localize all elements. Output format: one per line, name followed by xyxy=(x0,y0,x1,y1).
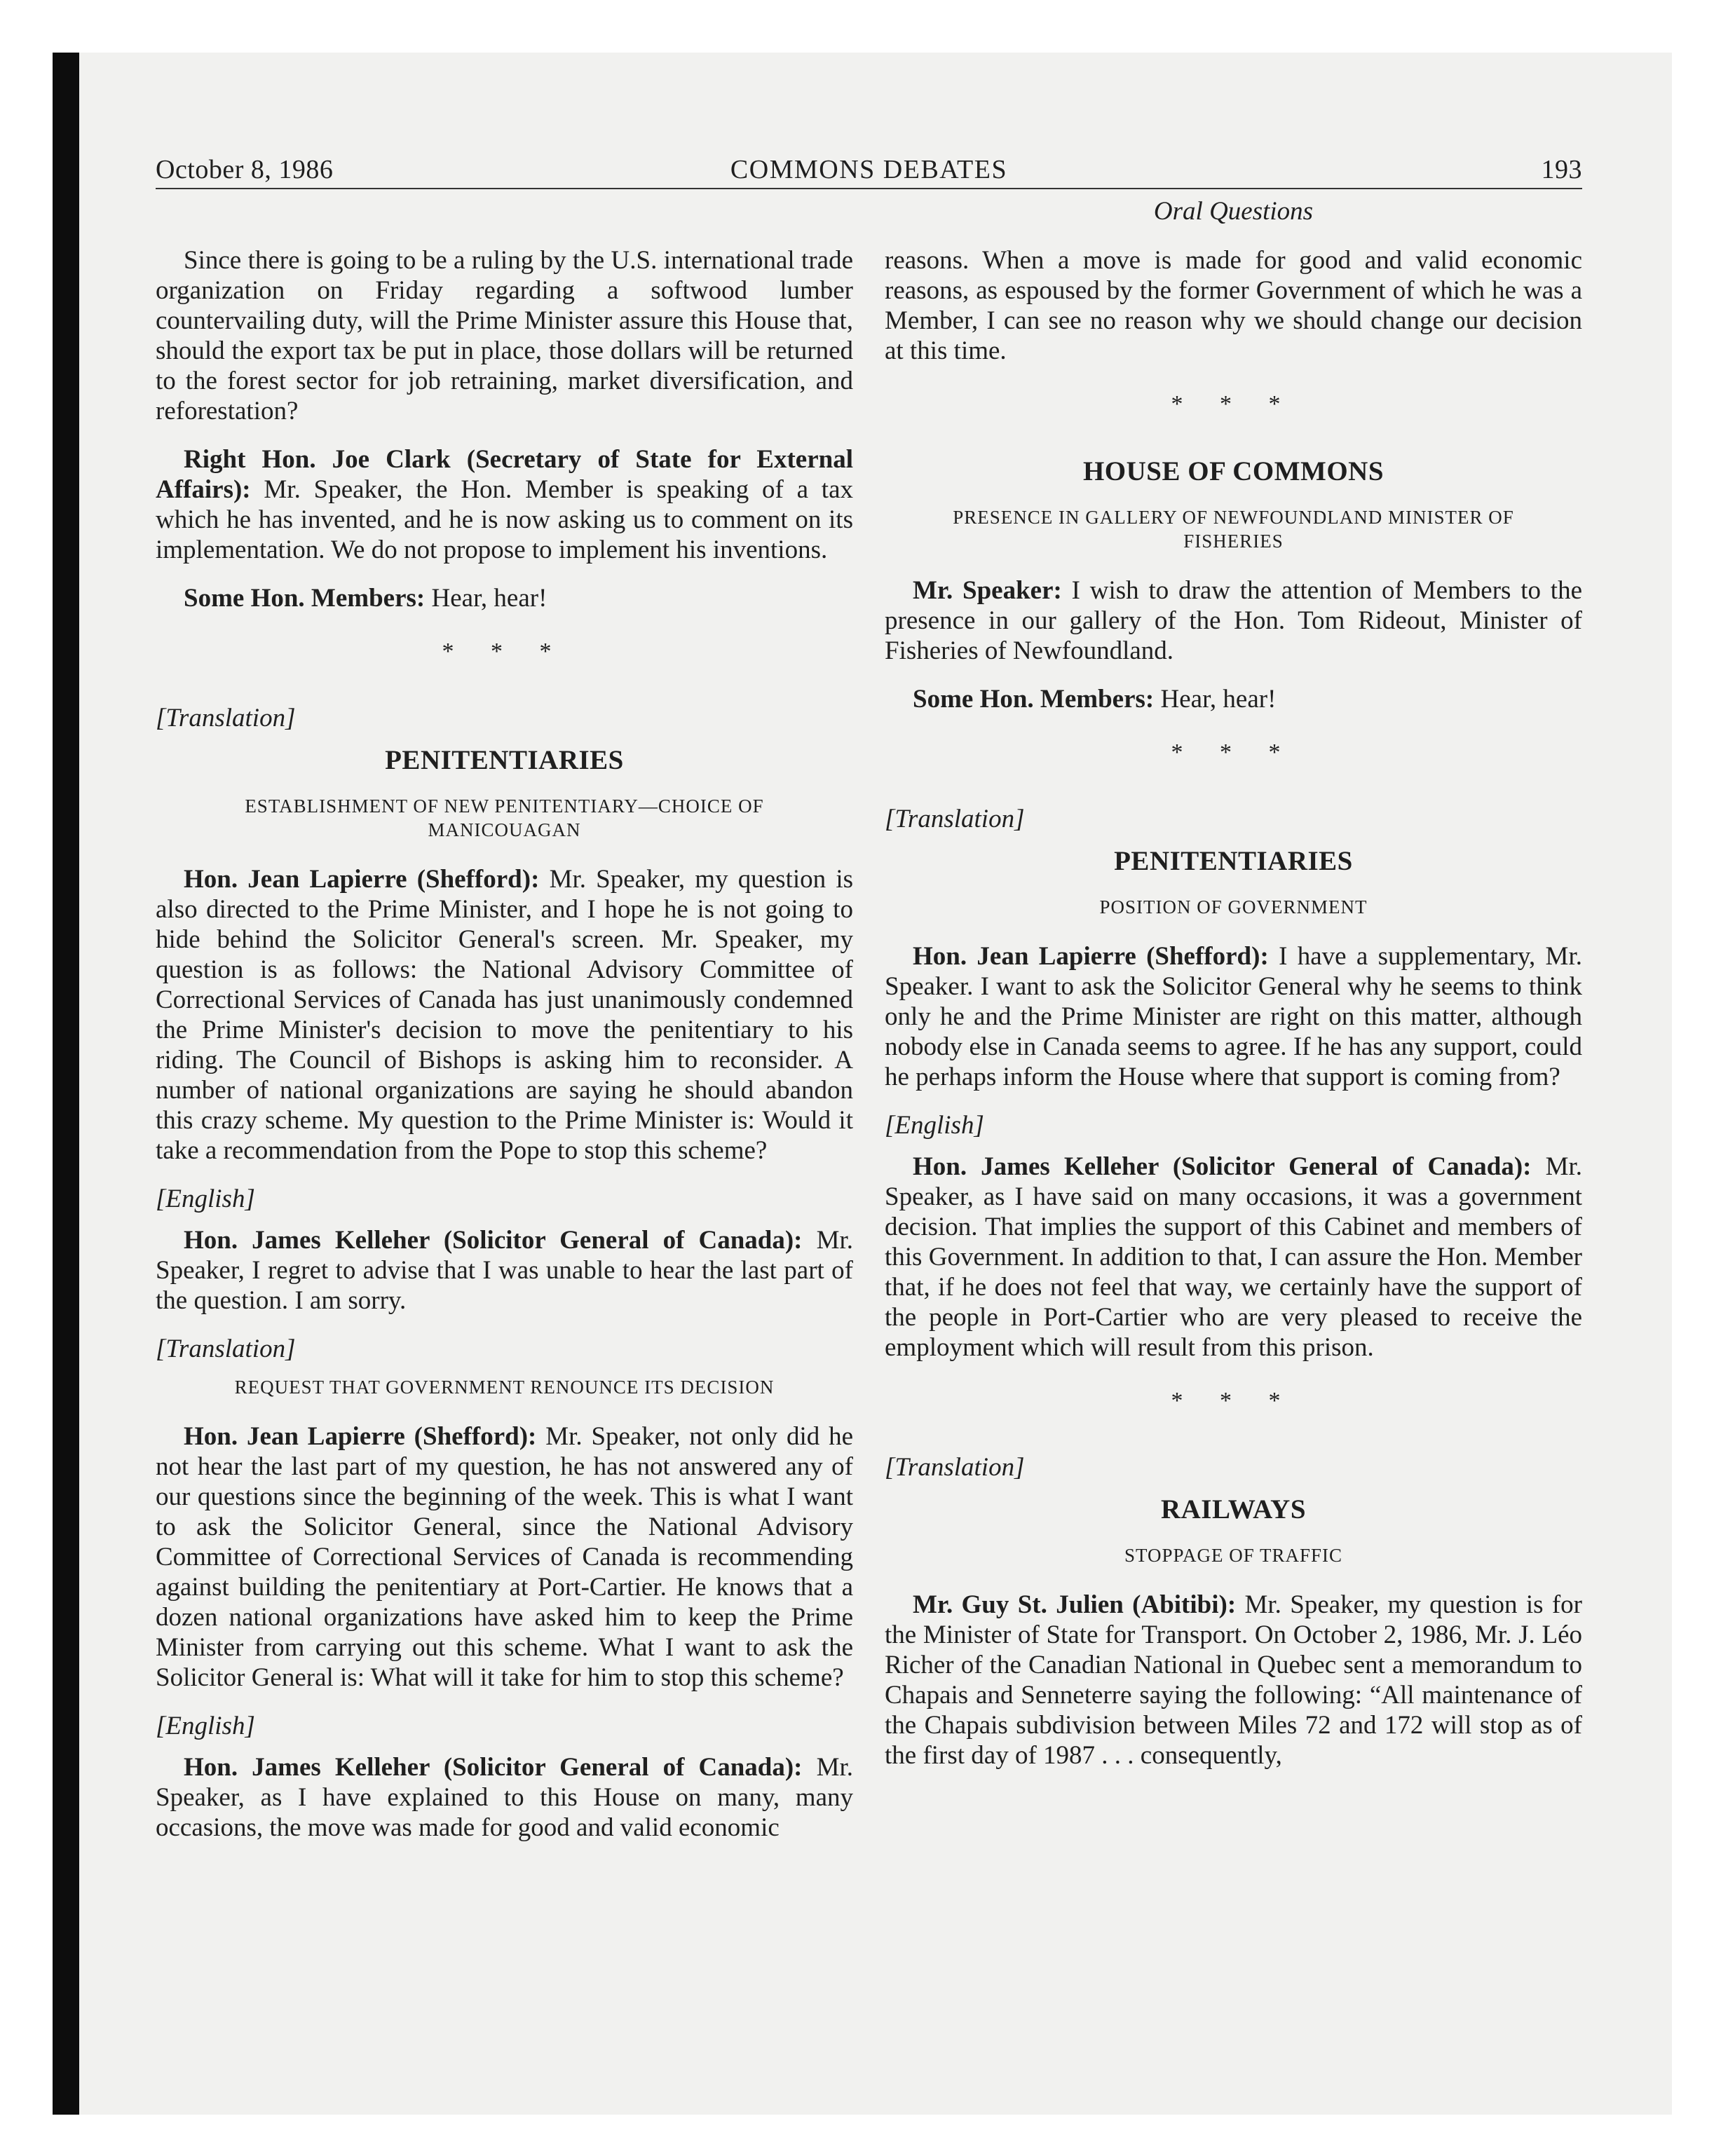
speech-text: Mr. Speaker, the Hon. Member is speaking of a tax which he has invented, and he is now asking us to comment on its implementation. We do not propose to implement his inventions. xyxy=(156,475,853,564)
speaker-name: Some Hon. Members: xyxy=(913,685,1155,714)
running-header xyxy=(156,147,1582,189)
section-separator: * * * xyxy=(1171,391,1296,417)
section-separator: * * * xyxy=(1171,739,1296,765)
paragraph xyxy=(156,444,853,565)
paragraph xyxy=(885,684,1582,714)
header-journal-title: COMMONS DEBATES xyxy=(730,155,1008,184)
speaker-name: Hon. Jean Lapierre (Shefford): xyxy=(184,1422,537,1451)
section-heading: HOUSE OF COMMONS xyxy=(1082,456,1384,486)
section-subheading: POSITION OF GOVERNMENT xyxy=(1099,896,1368,917)
section-heading: RAILWAYS xyxy=(1160,1494,1307,1524)
speaker-name: Hon. James Kelleher (Solicitor General of Canada): xyxy=(184,1753,803,1782)
language-note: [Translation] xyxy=(885,1453,1025,1482)
language-note: [Translation] xyxy=(156,1335,296,1363)
speech-text: Mr. Speaker, not only did he not hear the last part of my question, he has not answered any of our questions since the beginning of the week. This is what I want to ask the Solicitor General, since the National Advisory Committee of Correctional Services of Canada is recommending against building the penitentiary at Port-Cartier. He knows that a dozen national organizations have asked him to keep the Prime Minister from carrying out this scheme. What I want to ask the Solicitor General is: What will it take for him to stop this scheme? xyxy=(156,1422,853,1692)
paragraph: reasons. When a move is made for good and valid economic reasons, as espoused by the former Government of which he was a Member, I can see no reason why we should change our decision at this time. xyxy=(885,246,1582,365)
speech-text: Hear, hear! xyxy=(425,584,547,613)
speaker-name: Some Hon. Members: xyxy=(184,584,426,613)
speaker-name: Hon. James Kelleher (Solicitor General of Canada): xyxy=(913,1152,1532,1181)
speech-text: Mr. Speaker, as I have explained to this House on many, many occasions, the move was made for good and valid economic xyxy=(156,1753,854,1842)
language-note: [Translation] xyxy=(156,704,296,732)
left-column xyxy=(156,196,853,1861)
hansard-page xyxy=(156,147,1583,1842)
paragraph xyxy=(885,1152,1582,1363)
paragraph xyxy=(885,1590,1582,1770)
section-heading: PENITENTIARIES xyxy=(385,745,624,775)
paragraph xyxy=(156,864,853,1166)
language-note: [Translation] xyxy=(885,805,1025,833)
section-separator: * * * xyxy=(1171,1388,1296,1414)
paragraph xyxy=(885,575,1582,666)
header-page-number: 193 xyxy=(1541,155,1582,184)
section-separator: * * * xyxy=(442,639,567,664)
speech-text: Mr. Speaker, my question is for the Minister of State for Transport. On October 2, 1986, Mr. J. Léo Richer of the Canadian National in Quebec sent a memorandum to Chapais and Senneterre saying the following: “All maintenance of the Chapais subdivision between Miles 72 and 172 will stop as of the first day of 1987 . . . consequently, xyxy=(885,1590,1582,1770)
paragraph xyxy=(156,1225,853,1316)
paragraph xyxy=(156,1421,853,1693)
section-subheading: REQUEST THAT GOVERNMENT RENOUNCE ITS DECISION xyxy=(234,1377,775,1398)
header-date: October 8, 1986 xyxy=(156,155,334,184)
speaker-name: Mr. Guy St. Julien (Abitibi): xyxy=(913,1590,1237,1619)
speech-text: Mr. Speaker, I regret to advise that I was unable to hear the last part of the question. I am sorry. xyxy=(156,1226,854,1315)
speech-text: Mr. Speaker, my question is also directed to the Prime Minister, and I hope he is not going to hide behind the Solicitor General's screen. Mr. Speaker, my question is as follows: the National Advisory Committee of Correctional Services of Canada has just unanimously condemned the Prime Minister's decision to move the penitentiary to his riding. The Council of Bishops is asking him to reconsider. A number of national organizations are saying he should abandon this crazy scheme. My question to the Prime Minister is: Would it take a recommendation from the Pope to stop this scheme? xyxy=(156,865,853,1165)
speaker-name: Hon. James Kelleher (Solicitor General of Canada): xyxy=(184,1226,803,1255)
section-subheading: ESTABLISHMENT OF NEW PENITENTIARY—CHOICE OF MANICOUAGAN xyxy=(245,796,764,840)
section-subheading: STOPPAGE OF TRAFFIC xyxy=(1124,1545,1343,1566)
paragraph: Since there is going to be a ruling by the U.S. international trade organization on Friday regarding a softwood lumber countervailing duty, will the Prime Minister assure this House that, should the export tax be put in place, those dollars will be returned to the forest sector for job retraining, market diversification, and reforestation? xyxy=(156,246,853,425)
speaker-name: Hon. Jean Lapierre (Shefford): xyxy=(184,865,540,894)
section-label: Oral Questions xyxy=(1153,197,1314,226)
paragraph xyxy=(885,941,1582,1092)
speaker-name: Hon. Jean Lapierre (Shefford): xyxy=(913,942,1269,971)
right-column xyxy=(885,196,1582,1789)
speech-text: I have a supplementary, Mr. Speaker. I want to ask the Solicitor General why he seems to think only he and the Prime Minister are right on this matter, although nobody else in Canada seems to agree. If he has any support, could he perhaps inform the House where that support is coming from? xyxy=(885,942,1582,1091)
speech-text: I wish to draw the attention of Members to the presence in our gallery of the Hon. Tom Rideout, Minister of Fisheries of Newfoundland. xyxy=(885,576,1582,665)
speaker-name: Mr. Speaker: xyxy=(913,576,1062,605)
language-note: [English] xyxy=(156,1185,255,1213)
speech-text: Hear, hear! xyxy=(1154,685,1277,714)
section-subheading: PRESENCE IN GALLERY OF NEWFOUNDLAND MINISTER OF FISHERIES xyxy=(953,507,1514,552)
paragraph xyxy=(156,583,853,613)
speech-text: Mr. Speaker, as I have said on many occasions, it was a government decision. That implies the support of this Cabinet and members of this Government. In addition to that, I can assure the Hon. Member that, if he does not feel that way, we certainly have the support of the people in Port-Cartier who are very pleased to receive the employment which will result from this prison. xyxy=(885,1152,1583,1362)
language-note: [English] xyxy=(885,1111,984,1140)
paragraph xyxy=(156,1752,853,1843)
language-note: [English] xyxy=(156,1712,255,1740)
section-heading: PENITENTIARIES xyxy=(1114,846,1353,876)
binding-edge xyxy=(53,53,79,2115)
speaker-name: Right Hon. Joe Clark (Secretary of State for External Affairs): xyxy=(156,445,853,504)
